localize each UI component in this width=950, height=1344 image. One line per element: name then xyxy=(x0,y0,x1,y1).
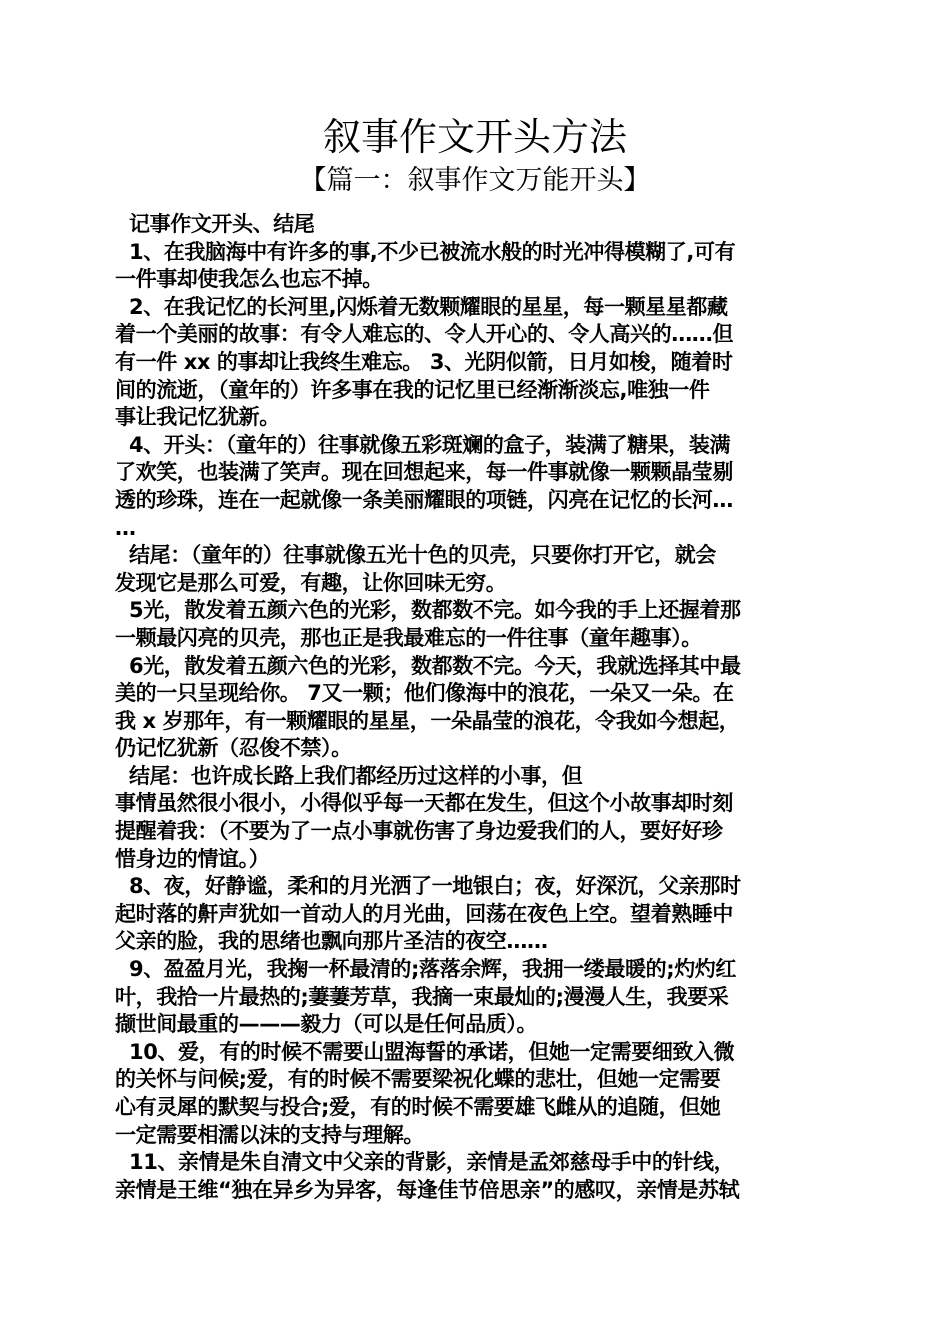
text-line: 有一件 xx 的事却让我终生难忘。 3、光阴似箭，日月如梭，随着时 xyxy=(115,349,733,374)
text-line: 间的流逝，（童年的）许多事在我的记忆里已经渐渐淡忘,唯独一件 xyxy=(115,377,710,402)
text-line: 5光，散发着五颜六色的光彩，数都数不完。如今我的手上还握着那 xyxy=(129,598,741,623)
text-line: 结尾：（童年的）往事就像五光十色的贝壳，只要你打开它，就会 xyxy=(129,543,716,568)
text-line: 透的珍珠，连在一起就像一条美丽耀眼的项链，闪亮在记忆的长河… xyxy=(115,487,733,512)
text-line: 惜身边的情谊。） xyxy=(115,846,270,871)
text-line: 结尾：也许成长路上我们都经历过这样的小事，但 xyxy=(129,763,583,788)
text-line: 心有灵犀的默契与投合;爱，有的时候不需要雄飞雌从的追随，但她 xyxy=(115,1095,721,1119)
document-body xyxy=(115,211,845,1204)
text-line: 父亲的脸，我的思绪也飘向那片圣洁的夜空…… xyxy=(115,929,548,954)
text-line: 叶，我拾一片最热的;萋萋芳草，我摘一束最灿的;漫漫人生，我要采 xyxy=(115,984,729,1009)
text-line: 8、夜，好静谧，柔和的月光洒了一地银白；夜，好深沉，父亲那时 xyxy=(129,874,741,899)
document-subtitle: 【篇一：叙事作文万能开头】 xyxy=(299,165,651,196)
text-line: 一件事却使我怎么也忘不掉。 xyxy=(115,267,383,292)
text-line: … xyxy=(115,515,136,540)
text-line: 的关怀与问候;爱，有的时候不需要梁祝化蝶的悲壮，但她一定需要 xyxy=(115,1067,721,1092)
text-line: 事让我记忆犹新。 xyxy=(115,405,280,430)
text-line: 2、在我记忆的长河里,闪烁着无数颗耀眼的星星，每一颗星星都藏 xyxy=(129,294,728,319)
text-line: 事情虽然很小很小，小得似乎每一天都在发生，但这个小故事却时刻 xyxy=(115,791,733,816)
text-line: 6光，散发着五颜六色的光彩，数都数不完。今天，我就选择其中最 xyxy=(129,653,741,678)
text-line: 10、爱，有的时候不需要山盟海誓的承诺，但她一定需要细致入微 xyxy=(129,1039,735,1064)
text-line: 我 x 岁那年，有一颗耀眼的星星，一朵晶莹的浪花，令我如今想起， xyxy=(115,708,740,733)
text-line: 发现它是那么可爱，有趣，让你回味无穷。 xyxy=(115,570,507,595)
text-line: 美的一只呈现给你。 7又一颗；他们像海中的浪花，一朵又一朵。在 xyxy=(115,681,734,706)
text-line: 一颗最闪亮的贝壳，那也正是我最难忘的一件往事（童年趣事）。 xyxy=(115,625,702,650)
document-title: 叙事作文开头方法 xyxy=(322,115,627,159)
text-line: 11、亲情是朱自清文中父亲的背影，亲情是孟郊慈母手中的针线， xyxy=(129,1150,735,1175)
text-line: 1、在我脑海中有许多的事,不少已被流水般的时光冲得模糊了,可有 xyxy=(129,239,736,264)
text-line: 仍记忆犹新（忍俊不禁）。 xyxy=(115,736,352,761)
text-line: 亲情是王维“独在异乡为异客，每逢佳节倍思亲”的感叹，亲情是苏轼 xyxy=(115,1177,740,1202)
text-line: 记事作文开头、结尾 xyxy=(129,212,315,236)
text-line: 一定需要相濡以沫的支持与理解。 xyxy=(115,1122,424,1147)
text-line: 起时落的鼾声犹如一首动人的月光曲，回荡在夜色上空。望着熟睡中 xyxy=(115,901,733,926)
text-line: 9、盈盈月光，我掬一杯最清的;落落余辉，我拥一缕最暖的;灼灼红 xyxy=(129,957,737,982)
text-line: 撷世间最重的———毅力（可以是任何品质）。 xyxy=(115,1012,538,1037)
text-line: 提醒着我：（不要为了一点小事就伤害了身边爱我们的人，要好好珍 xyxy=(115,819,723,844)
text-line: 着一个美丽的故事：有令人难忘的、令人开心的、令人高兴的……但 xyxy=(115,322,733,347)
text-line: 了欢笑，也装满了笑声。现在回想起来，每一件事就像一颗颗晶莹剔 xyxy=(115,460,733,485)
text-line: 4、开头：（童年的）往事就像五彩斑斓的盒子，装满了糖果，装满 xyxy=(129,432,731,457)
